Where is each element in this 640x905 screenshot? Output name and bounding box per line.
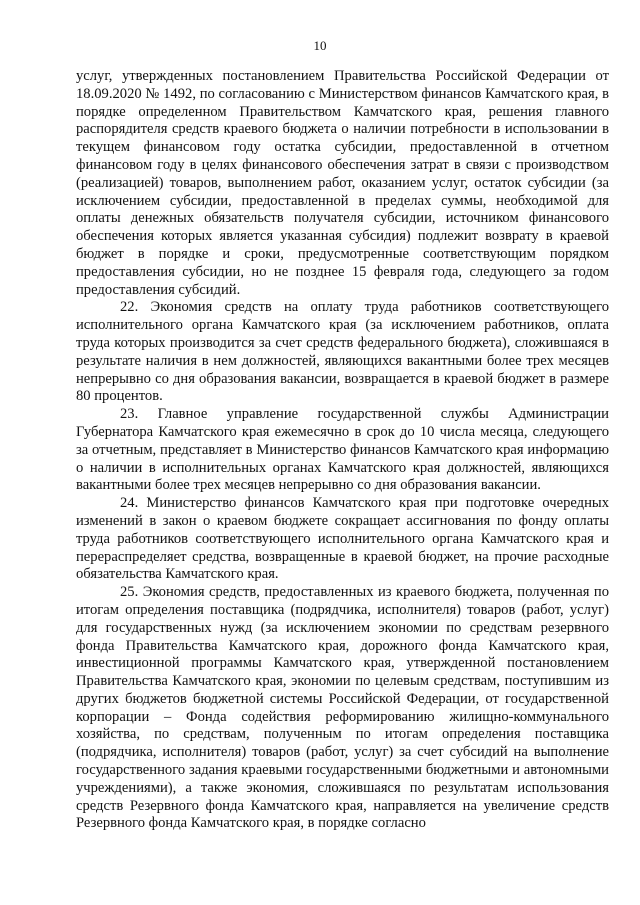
document-body: [76, 68, 609, 833]
paragraph-item-25: 25. Экономия средств, предоставленных из краевого бюджета, полученная по итогам определения поставщика (подрядчика, исполнителя) товаров (работ, услуг) для государственных нужд (за исключением экономии по средствам резервного фонда Правительства Камчатского края, дорожного фонда Камчатского края, инвестиционной программы Камчатского края, утвержденной постановлением Правительства Камчатского края, экономии по целевым средствам, поступившим из других бюджетов бюджетной системы Российской Федерации, от государственной корпорации – Фонда содействия реформированию жилищно-коммунального хозяйства, по средствам, полученным по итогам определения поставщика (подрядчика, исполнителя) товаров (работ, услуг) за счет субсидий на выполнение государственного задания краевыми государственными бюджетными и автономными учреждениями), а также экономия, сложившаяся по результатам использования средств Резервного фонда Камчатского края, направляется на увеличение средств Резервного фонда Камчатского края, в порядке согласно: [76, 584, 609, 832]
paragraph-item-22: 22. Экономия средств на оплату труда работников соответствующего исполнительного органа Камчатского края (за исключением работников, оплата труда которых производится за счет средств федерального бюджета), сложившаяся в результате наличия в нем должностей, являющихся вакантными более трех месяцев непрерывно со дня образования вакансии, возвращается в краевой бюджет в размере 80 процентов.: [76, 299, 609, 405]
paragraph-item-23: 23. Главное управление государственной службы Администрации Губернатора Камчатского края ежемесячно в срок до 10 числа месяца, следующего за отчетным, представляет в Министерство финансов Камчатского края информацию о наличии в исполнительных органах Камчатского края должностей, являющихся вакантными более трех месяцев непрерывно со дня образования вакансии.: [76, 406, 609, 494]
paragraph-continuation: услуг, утвержденных постановлением Правительства Российской Федерации от 18.09.2020 № 1492, по согласованию с Министерством финансов Камчатского края, в порядке определенном Правительством Камчатского края, решения главного распорядителя средств краевого бюджета о наличии потребности в использовании в текущем финансовом году остатка субсидии, предоставленной в отчетном финансовом году в целях финансового обеспечения затрат в связи с производством (реализацией) товаров, выполнением работ, оказанием услуг, остаток субсидии (за исключением субсидии, предоставленной в пределах суммы, необходимой для оплаты денежных обязательств получателя субсидии, источником финансового обеспечения которых является указанная субсидия) подлежит возврату в краевой бюджет в порядке и сроки, предусмотренные соответствующим порядком предоставления субсидии, но не позднее 15 февраля года, следующего за годом предоставления субсидий.: [76, 68, 609, 298]
paragraph-item-24: 24. Министерство финансов Камчатского края при подготовке очередных изменений в закон о краевом бюджете сокращает ассигнования по фонду оплаты труда работников соответствующего исполнительного органа Камчатского края и перераспределяет средства, возвращенные в краевой бюджет, на прочие расходные обязательства Камчатского края.: [76, 495, 609, 583]
page-number: 10: [313, 38, 327, 53]
